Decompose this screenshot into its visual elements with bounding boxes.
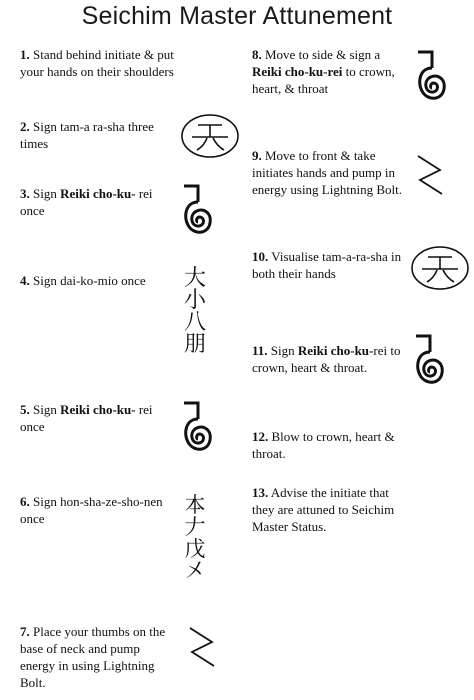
dai-ko-mio-symbol [180,268,210,356]
step-2: 2. Sign tam-a ra-sha three times [20,119,154,151]
page-title: Seichim Master Attunement [81,2,393,30]
dai-ko-mio-char-1: 大 [183,266,206,291]
hon-sha-ze-sho-nen-char-3: 戊 [184,537,206,561]
step-6: 6. Sign hon-sha-ze-sho-nen once [20,494,163,526]
step-11: 11. Sign Reiki cho-ku-rei to crown, heart & throat. [252,343,401,375]
lightning-bolt-icon [184,624,220,670]
hon-sha-ze-sho-nen-char-2: 𠂇 [184,515,206,539]
lightning-bolt-icon [412,152,448,198]
step-10: 10. Visualise tam-a-ra-sha in both their hands [252,249,402,281]
step-5: 5. Sign Reiki cho-ku- rei once [20,402,153,434]
hon-sha-ze-sho-nen-char-1: 本 [184,493,206,517]
cho-ku-rei-spiral-icon [412,330,446,398]
hon-sha-ze-sho-nen-symbol [180,494,210,582]
step-13: 13. Advise the initiate that they are attuned to Seichim Master Status. [252,485,395,534]
step-3: 3. Sign Reiki cho-ku- rei once [20,186,153,218]
step-12: 12. Blow to crown, heart & throat. [252,429,395,461]
step-1: 1. Stand behind initiate & put your hands on their shoulders [20,47,174,79]
dai-ko-mio-char-2: 小 [183,288,206,313]
tam-a-ra-sha-symbol-icon [410,244,470,292]
hon-sha-ze-sho-nen-char-4: 㐅 [184,559,206,583]
cho-ku-rei-spiral-icon [414,46,448,114]
step-9: 9. Move to front & take initiates hands and pump in energy using Lightning Bolt. [252,148,402,197]
tam-a-ra-sha-symbol-icon [180,112,240,160]
dai-ko-mio-char-3: 八 [183,310,206,335]
cho-ku-rei-spiral-icon [180,397,214,465]
cho-ku-rei-spiral-icon [180,180,214,248]
step-4: 4. Sign dai-ko-mio once [20,273,146,288]
step-8: 8. Move to side & sign a Reiki cho-ku-rei to crown, heart, & throat [252,47,395,96]
dai-ko-mio-char-4: 朋 [183,332,206,357]
step-7: 7. Place your thumbs on the base of neck and pump energy in using Lightning Bolt. [20,624,166,690]
